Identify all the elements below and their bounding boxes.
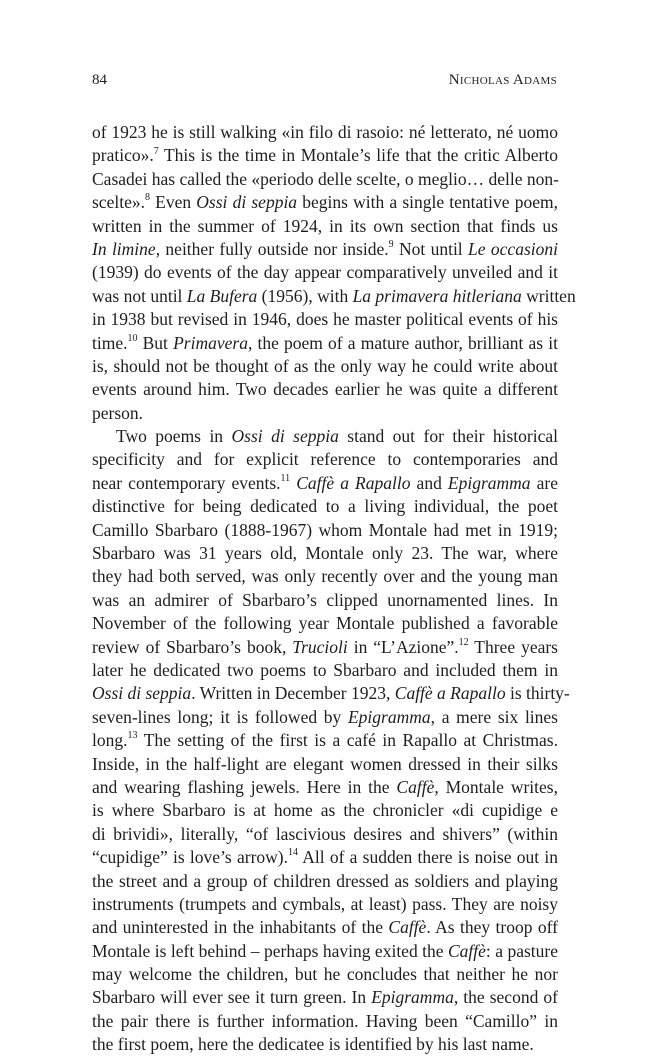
italic-title: Caffè xyxy=(447,940,486,961)
text-run: stand out for their historical xyxy=(338,426,558,447)
text-line xyxy=(92,285,576,308)
text-run: , the second of xyxy=(453,987,558,1008)
italic-title: Caffè a Rapallo xyxy=(296,472,411,493)
text-run: di brividi», literally, “of lascivious desires and shivers” (within xyxy=(92,823,558,844)
italic-title: La primavera hitleriana xyxy=(352,285,522,306)
text-run: : a pasture xyxy=(485,940,558,961)
paragraph xyxy=(92,121,576,425)
italic-title: Caffè xyxy=(396,776,435,797)
text-run: distinctive for being dedicated to a living individual, the poet xyxy=(92,496,558,517)
text-line xyxy=(92,986,558,1009)
text-run: Three years xyxy=(468,636,558,657)
text-run: Even xyxy=(149,192,197,213)
text-run: scelte». xyxy=(92,192,145,213)
text-run: review of Sbarbaro’s book, xyxy=(92,636,293,657)
italic-title: Trucioli xyxy=(292,636,348,657)
text-line xyxy=(92,682,570,705)
text-run: the street and a group of children dressed as soldiers and playing xyxy=(92,870,558,891)
text-run: near contemporary events. xyxy=(92,472,281,493)
text-line xyxy=(92,215,558,238)
text-line xyxy=(92,729,558,752)
text-line xyxy=(92,706,558,729)
text-line xyxy=(92,636,558,659)
text-line xyxy=(92,565,558,588)
footnote-ref: 9 xyxy=(388,239,394,251)
text-line xyxy=(92,332,558,355)
running-head xyxy=(92,72,557,92)
text-run: in 1938 but revised in 1946, does he master political events of his xyxy=(92,309,558,330)
text-run: , the poem of a mature author, brilliant as it xyxy=(247,332,559,353)
text-run: time. xyxy=(92,332,128,353)
text-line xyxy=(92,402,558,425)
body-text xyxy=(92,121,576,1057)
text-run: Sbarbaro was 31 years old, Montale only 23. The war, where xyxy=(92,543,558,564)
text-run: specificity and for explicit reference to contemporaries and xyxy=(92,449,558,470)
text-run: the first poem, here the dedicatee is identified by his last name. xyxy=(92,1034,534,1055)
text-line xyxy=(92,238,558,261)
footnote-ref: 7 xyxy=(153,145,159,157)
text-run: . Written in December 1923, xyxy=(191,683,395,704)
text-run: was not until xyxy=(92,285,187,306)
text-run: . As they troop off xyxy=(426,917,558,938)
paragraph xyxy=(92,425,570,1057)
text-line xyxy=(92,589,558,612)
text-run: may welcome the children, but he concludes that neither he nor xyxy=(92,964,558,985)
text-line xyxy=(92,378,558,401)
italic-title: La Bufera xyxy=(186,285,258,306)
text-run: But xyxy=(137,332,174,353)
text-line xyxy=(92,776,558,799)
text-line xyxy=(92,823,558,846)
footnote-ref: 12 xyxy=(458,636,469,648)
italic-title: Ossi di seppia xyxy=(196,192,298,213)
italic-title: Caffè xyxy=(388,917,427,938)
text-run: in “L’Azione”. xyxy=(347,636,459,657)
text-line xyxy=(92,308,558,331)
text-line xyxy=(92,355,558,378)
footnote-ref: 11 xyxy=(280,473,291,485)
text-run: is where Sbarbaro is at home as the chronicler «di cupidige e xyxy=(92,800,558,821)
footnote-ref: 13 xyxy=(127,730,138,742)
text-run: written in the summer of 1924, in its own section that finds us xyxy=(92,215,558,236)
text-run: and xyxy=(410,472,448,493)
text-line xyxy=(92,870,558,893)
text-line xyxy=(92,472,558,495)
text-line xyxy=(92,1033,558,1056)
text-run: and wearing flashing jewels. Here in the xyxy=(92,776,397,797)
text-run: pratico». xyxy=(92,145,154,166)
text-run: This is the time in Montale’s life that the critic Alberto xyxy=(158,145,558,166)
text-line xyxy=(92,425,558,448)
text-line xyxy=(92,1010,558,1033)
text-run: All of a sudden there is noise out in xyxy=(298,847,559,868)
text-run: and uninterested in the inhabitants of the xyxy=(92,917,389,938)
text-run: Two poems in xyxy=(116,426,232,447)
text-run: written xyxy=(521,285,576,306)
text-run: (1956), with xyxy=(257,285,353,306)
text-run: Sbarbaro will ever see it turn green. In xyxy=(92,987,372,1008)
text-line xyxy=(92,519,558,542)
text-line xyxy=(92,168,558,191)
text-line xyxy=(92,753,558,776)
text-run: is, should not be thought of as the only way he could write about xyxy=(92,355,558,376)
text-line xyxy=(92,495,558,518)
text-line xyxy=(92,846,558,869)
text-run: later he dedicated two poems to Sbarbaro and included them in xyxy=(92,659,558,680)
text-run: begins with a single tentative poem, xyxy=(297,192,558,213)
text-run: Not until xyxy=(393,238,469,259)
text-run: events around him. Two decades earlier he was quite a different xyxy=(92,379,558,400)
text-line xyxy=(92,940,558,963)
footnote-ref: 14 xyxy=(288,847,298,859)
text-run: long. xyxy=(92,730,128,751)
text-run: was an admirer of Sbarbaro’s clipped unornamented lines. In xyxy=(92,589,558,610)
italic-title: Primavera xyxy=(173,332,248,353)
text-line xyxy=(92,893,558,916)
italic-title: Caffè a Rapallo xyxy=(394,683,506,704)
text-line xyxy=(92,448,558,471)
text-line xyxy=(92,542,558,565)
running-head-author: Nicholas Adams xyxy=(448,72,557,88)
text-run: , neither fully outside nor inside. xyxy=(155,238,389,259)
text-line xyxy=(92,121,558,144)
text-line xyxy=(92,144,558,167)
text-run: person. xyxy=(92,402,144,423)
italic-title: Epigramma xyxy=(447,472,531,493)
italic-title: Ossi di seppia xyxy=(231,426,339,447)
text-run: instruments (trumpets and cymbals, at least) pass. They are noisy xyxy=(92,893,558,914)
text-run: , a mere six lines xyxy=(430,706,558,727)
text-run: The setting of the first is a café in Rapallo at Christmas. xyxy=(137,730,558,751)
footnote-ref: 10 xyxy=(127,332,138,344)
text-line xyxy=(92,916,558,939)
text-run: Camillo Sbarbaro (1888-1967) whom Montale had met in 1919; xyxy=(92,519,558,540)
text-line xyxy=(92,191,558,214)
italic-title: Ossi di seppia xyxy=(92,683,192,704)
text-line xyxy=(92,659,558,682)
page-number: 84 xyxy=(92,72,107,88)
italic-title: Le occasioni xyxy=(468,238,558,259)
text-run: seven-lines long; it is followed by xyxy=(92,706,348,727)
text-run: “cupidige” is love’s arrow). xyxy=(92,847,288,868)
text-run: (1939) do events of the day appear comparatively unveiled and it xyxy=(92,262,558,283)
italic-title: Epigramma xyxy=(371,987,454,1008)
text-run: is thirty- xyxy=(505,683,570,704)
italic-title: Epigramma xyxy=(347,706,431,727)
text-run: the pair there is further information. Having been “Camillo” in xyxy=(92,1010,558,1031)
text-run: Casadei has called the «periodo delle scelte, o meglio… delle non- xyxy=(92,168,559,189)
text-run: Montale is left behind – perhaps having exited the xyxy=(92,940,448,961)
text-line xyxy=(92,261,558,284)
italic-title: In limine xyxy=(92,238,156,259)
text-run: of 1923 he is still walking «in filo di rasoio: né letterato, né uomo xyxy=(92,122,558,142)
text-run: are xyxy=(530,472,558,493)
text-run: , Montale writes, xyxy=(434,776,558,797)
text-run: they had both served, was only recently over and the young man xyxy=(92,566,558,587)
text-line xyxy=(92,612,558,635)
text-run: Inside, in the half-light are elegant women dressed in their silks xyxy=(92,753,558,774)
text-line xyxy=(92,799,558,822)
text-run: November of the following year Montale published a favorable xyxy=(92,613,558,634)
footnote-ref: 8 xyxy=(144,192,150,204)
